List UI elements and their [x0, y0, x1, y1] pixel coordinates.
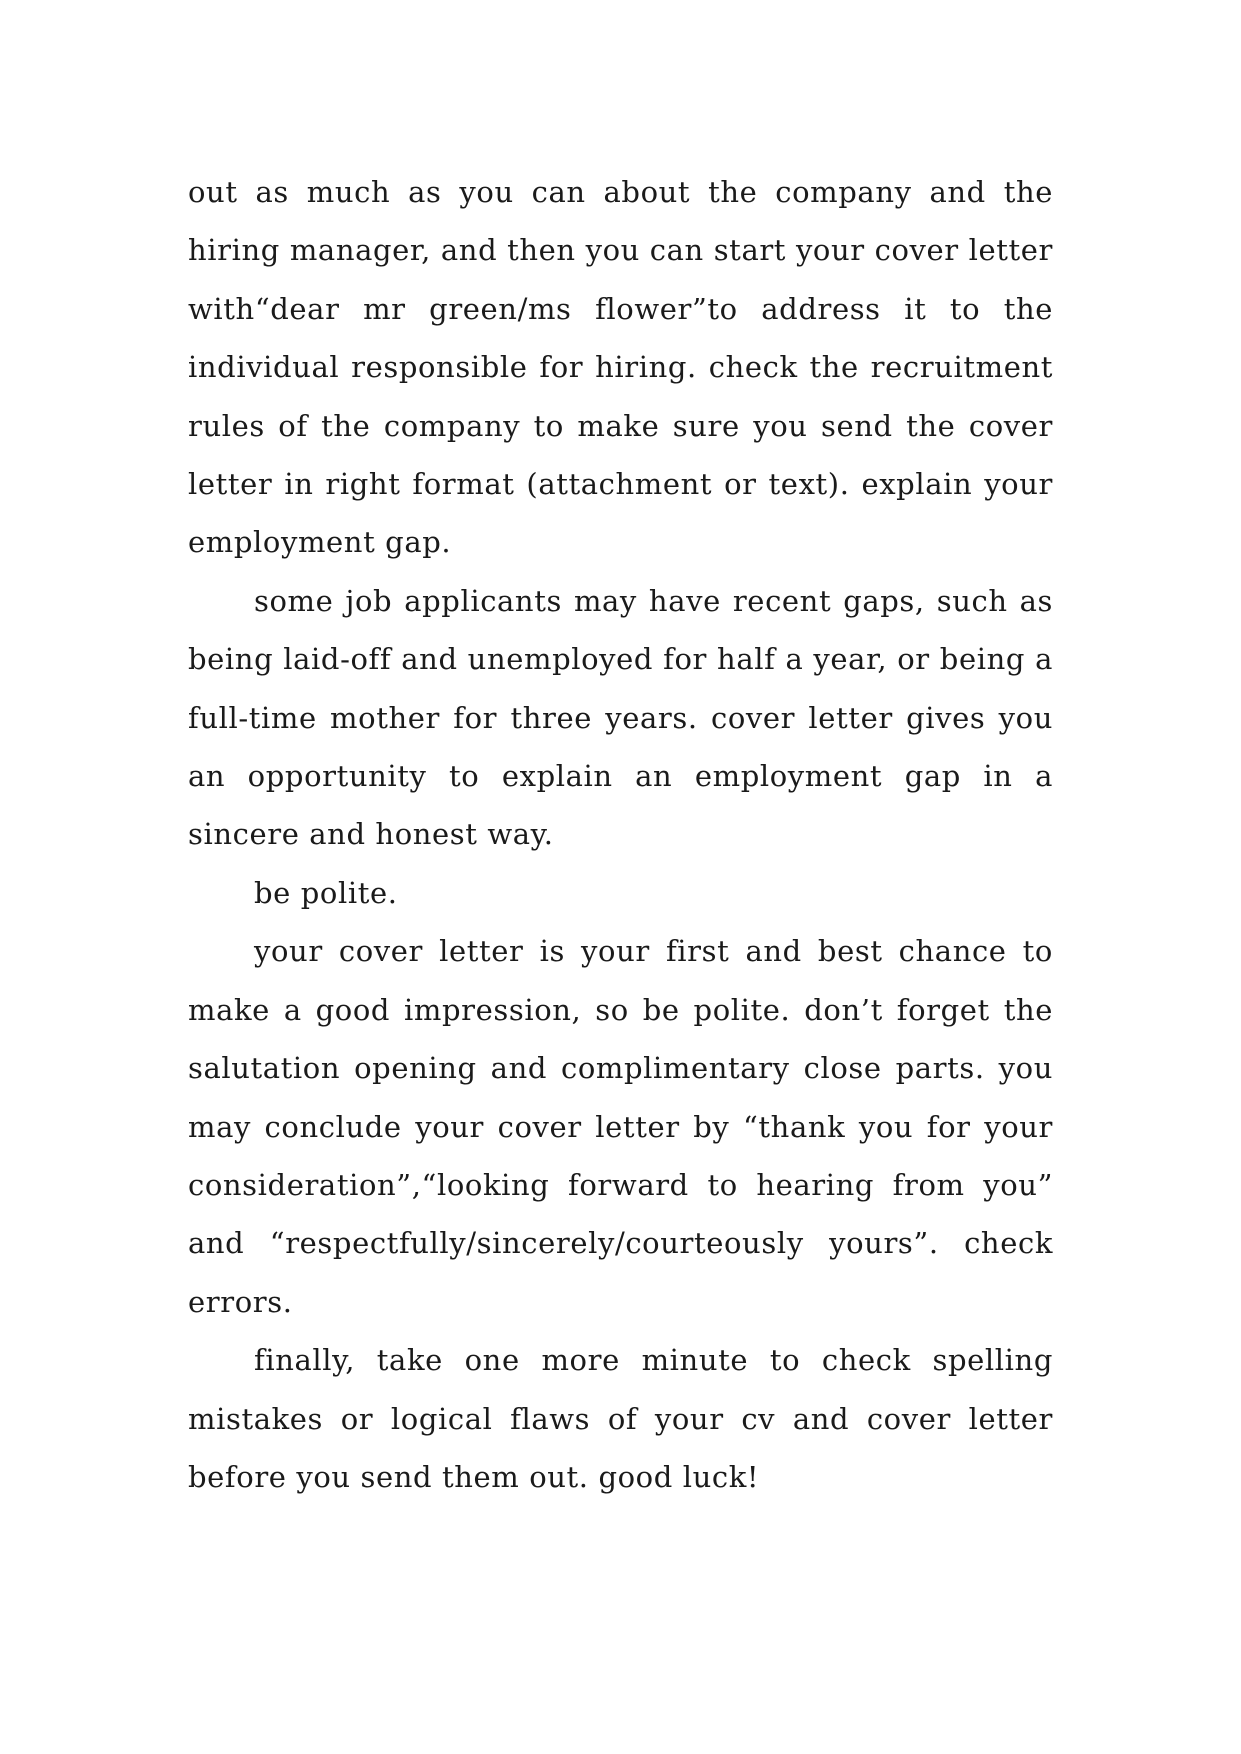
paragraph-be-polite: your cover letter is your first and best chance to make a good impression, so be polite. don’t forget the salutation opening and complimentary close parts. you may conclude your cover letter by “thank you for your consideration”,“looking forward to hearing from you” and “respectfully/sincerely/courteously yours”. check errors. — [188, 934, 1053, 1319]
body-text — [188, 163, 1053, 1506]
paragraph-continuation: out as much as you can about the company and the hiring manager, and then you can start your cover letter with“dear mr green/ms flower”to address it to the individual responsible for hiring. check the recruitment rules of the company to make sure you send the cover letter in right format (attachment or text). explain your employment gap. — [188, 175, 1053, 560]
paragraph-finally: finally, take one more minute to check spelling mistakes or logical flaws of your cv and cover letter before you send them out. good luck! — [188, 1343, 1053, 1494]
paragraph-employment-gap: some job applicants may have recent gaps, such as being laid-off and unemployed for half a year, or being a full-time mother for three years. cover letter gives you an opportunity to explain an employment gap in a sincere and honest way. — [188, 583, 1053, 852]
paragraph-be-polite-heading: be polite. — [254, 875, 398, 910]
